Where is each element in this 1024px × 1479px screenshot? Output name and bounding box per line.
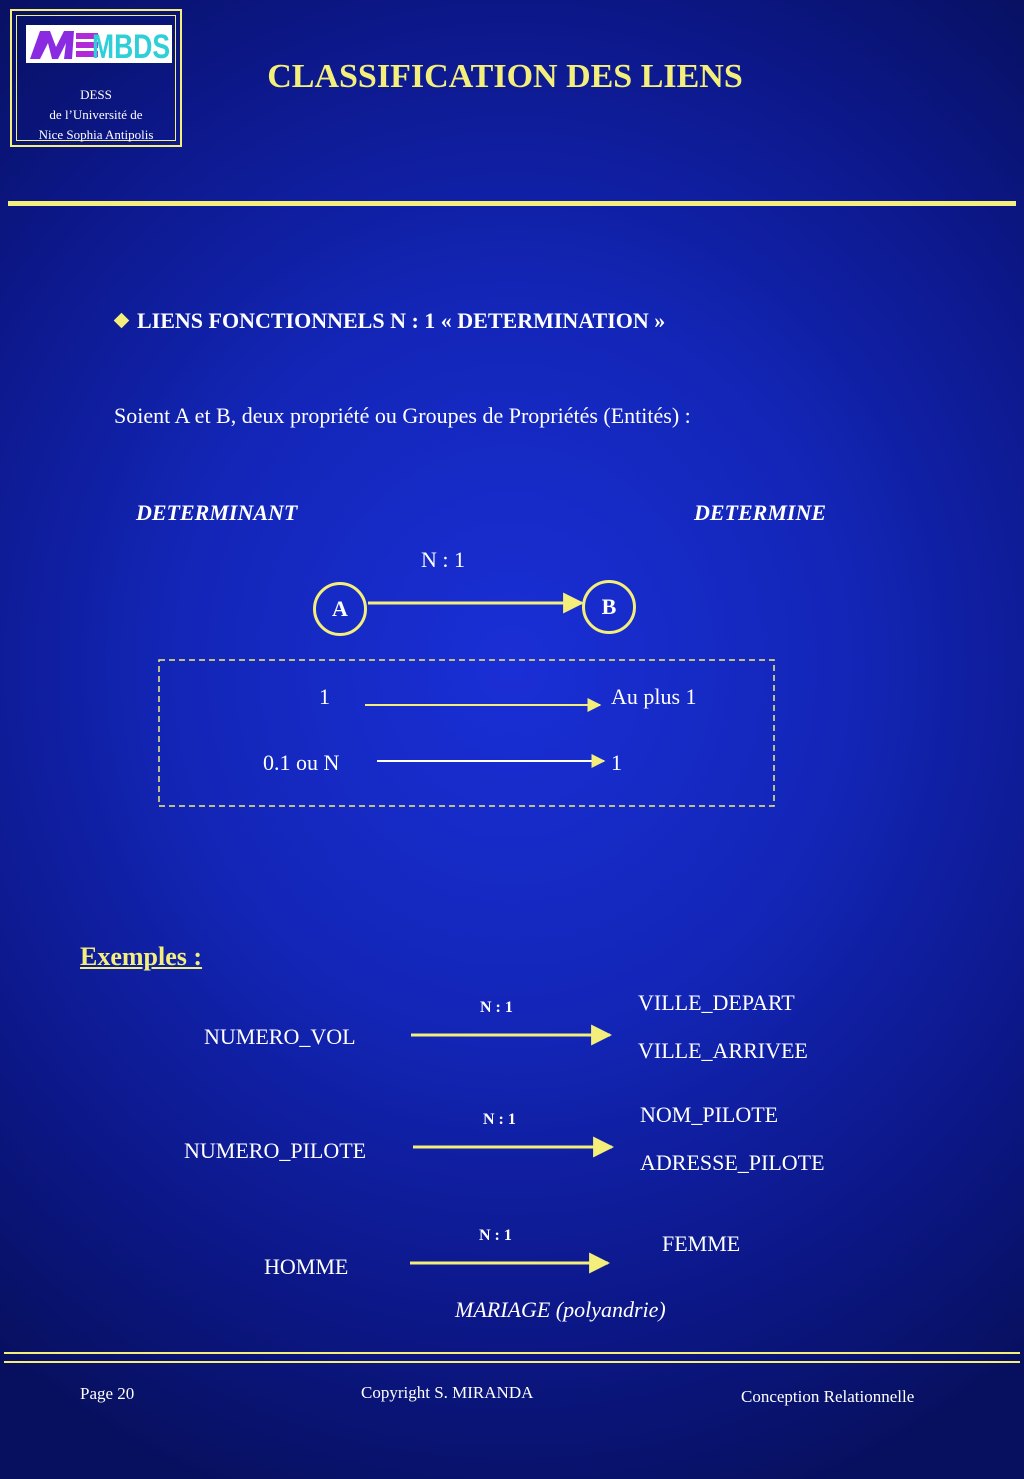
bottom-rule-2 — [4, 1361, 1020, 1363]
determinant-label: DETERMINANT — [136, 500, 298, 525]
diagram-cardinality: N : 1 — [421, 547, 465, 572]
example-2-target-2: ADRESSE_PILOTE — [640, 1150, 825, 1175]
section-heading-text: LIENS FONCTIONNELS N : 1 « DETERMINATION » — [137, 308, 666, 333]
intro-text: Soient A et B, deux propriété ou Groupes de Propriétés (Entités) : — [114, 403, 691, 428]
row-1-right: Au plus 1 — [611, 684, 697, 709]
node-b: B — [582, 580, 636, 634]
example-3-note: MARIAGE (polyandrie) — [455, 1297, 666, 1322]
example-3-target-1: FEMME — [662, 1231, 741, 1256]
example-2-cardinality: N : 1 — [483, 1111, 516, 1128]
example-2-target-1: NOM_PILOTE — [640, 1102, 779, 1127]
logo-line-3: Nice Sophia Antipolis — [38, 127, 154, 142]
bottom-rule-1 — [4, 1352, 1020, 1354]
node-a: A — [313, 582, 367, 636]
footer-page-number: Page 20 — [80, 1384, 135, 1403]
example-1-target-1: VILLE_DEPART — [638, 990, 795, 1015]
example-1-cardinality: N : 1 — [480, 999, 513, 1016]
page-title: CLASSIFICATION DES LIENS — [267, 58, 743, 95]
example-3-source: HOMME — [264, 1254, 349, 1279]
example-1-target-2: VILLE_ARRIVEE — [638, 1038, 808, 1063]
row-2-right: 1 — [611, 750, 622, 775]
determine-label: DETERMINE — [694, 500, 827, 525]
example-2-source: NUMERO_PILOTE — [184, 1138, 367, 1163]
row-2-left: 0.1 ou N — [263, 750, 340, 775]
footer-course: Conception Relationnelle — [741, 1387, 915, 1406]
cardinality-box — [159, 660, 774, 806]
examples-heading: Exemples : — [80, 942, 203, 971]
row-1-left: 1 — [319, 684, 330, 709]
example-1-source: NUMERO_VOL — [204, 1024, 356, 1049]
footer-copyright: Copyright S. MIRANDA — [361, 1383, 534, 1402]
logo-line-2: de l’Université de — [49, 107, 143, 122]
example-3-cardinality: N : 1 — [479, 1227, 512, 1244]
logo-line-1: DESS — [80, 87, 112, 102]
logo-brand-text: MBDS — [92, 28, 170, 66]
